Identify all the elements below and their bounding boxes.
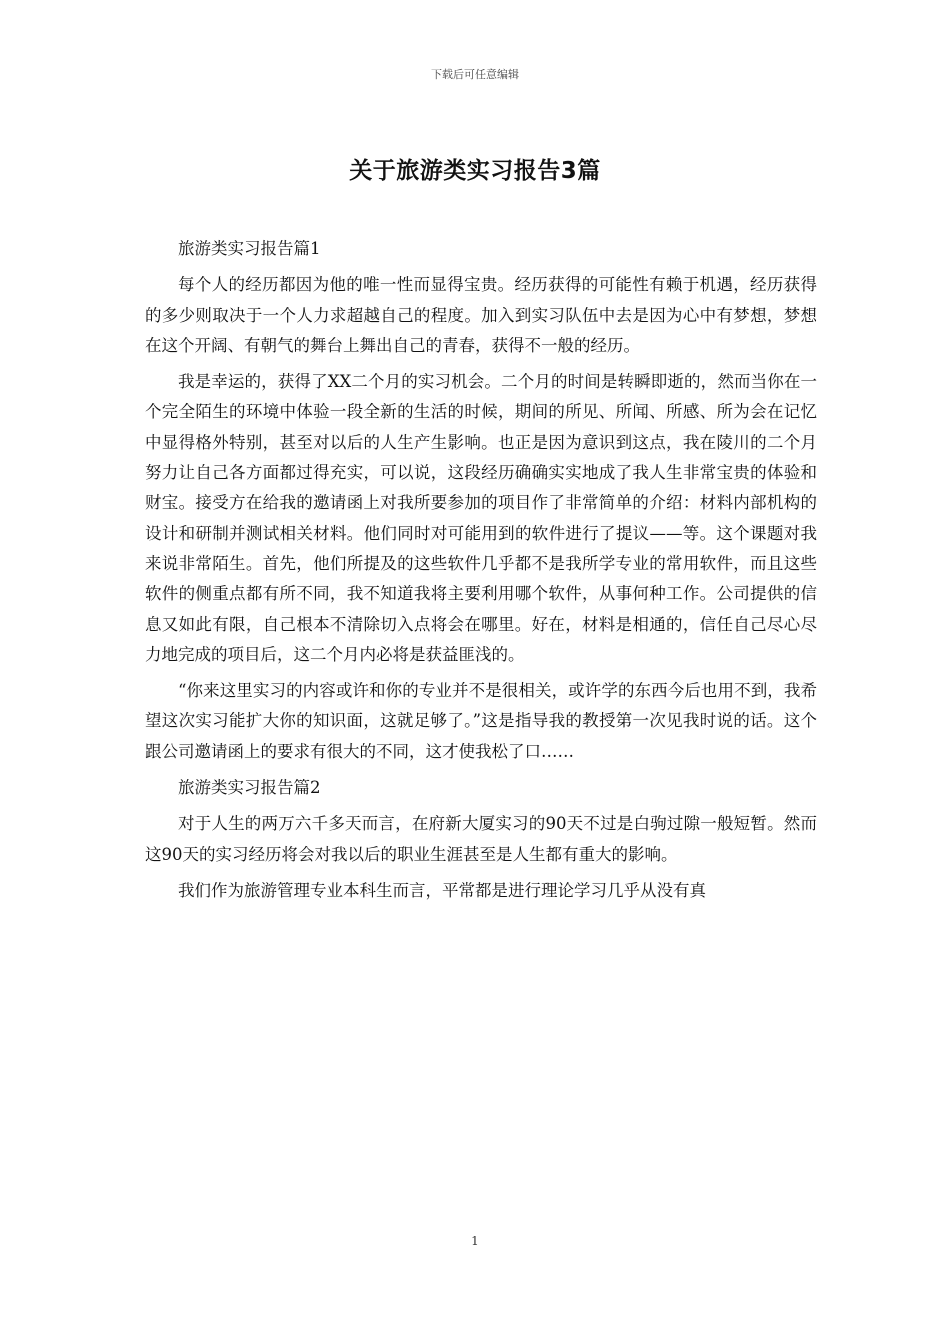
paragraph: 我是幸运的，获得了XX二个月的实习机会。二个月的时间是转瞬即逝的，然而当你在一个完全陌生的环境中体验一段全新的生活的时候，期间的所见、所闻、所感、所为会在记忆中显得格外特别，甚至对以后的人生产生影响。也正是因为意识到这点，我在陵川的二个月努力让自己各方面都过得充实，可以说，这段经历确确实实地成了我人生非常宝贵的体验和财宝。接受方在给我的邀请函上对我所要参加的项目作了非常简单的介绍：材料内部机构的设计和研制并测试相关材料。他们同时对可能用到的软件进行了提议——等。这个课题对我来说非常陌生。首先，他们所提及的这些软件几乎都不是我所学专业的常用软件，而且这些软件的侧重点都有所不同，我不知道我将主要利用哪个软件，从事何种工作。公司提供的信息又如此有限，自己根本不清除切入点将会在哪里。好在，材料是相通的，信任自己尽心尽力地完成的项目后，这二个月内必将是获益匪浅的。 (145, 372, 817, 664)
paragraph: 对于人生的两万六千多天而言，在府新大厦实习的90天不过是白驹过隙一般短暂。然而这90天的实习经历将会对我以后的职业生涯甚至是人生都有重大的影响。 (145, 814, 817, 864)
section-heading-1: 旅游类实习报告篇1 (178, 239, 321, 258)
document-title: 关于旅游类实习报告3篇 (349, 158, 601, 184)
paragraph: 我们作为旅游管理专业本科生而言，平常都是进行理论学习几乎从没有真 (178, 880, 706, 900)
section-heading-2: 旅游类实习报告篇2 (178, 778, 321, 798)
header-note: 下载后可任意编辑 (431, 68, 519, 81)
paragraph: 每个人的经历都因为他的唯一性而显得宝贵。经历获得的可能性有赖于机遇，经历获得的多少则取决于一个人力求超越自己的程度。加入到实习队伍中去是因为心中有梦想，梦想在这个开阔、有朝气的舞台上舞出自己的青春，获得不一般的经历。 (145, 275, 817, 355)
page-number: 1 (471, 1234, 479, 1248)
document-body (145, 234, 817, 912)
paragraph: “你来这里实习的内容或许和你的专业并不是很相关，或许学的东西今后也用不到，我希望这次实习能扩大你的知识面，这就足够了。”这是指导我的教授第一次见我时说的话。这个跟公司邀请函上的要求有很大的不同，这才使我松了口…… (145, 681, 817, 761)
